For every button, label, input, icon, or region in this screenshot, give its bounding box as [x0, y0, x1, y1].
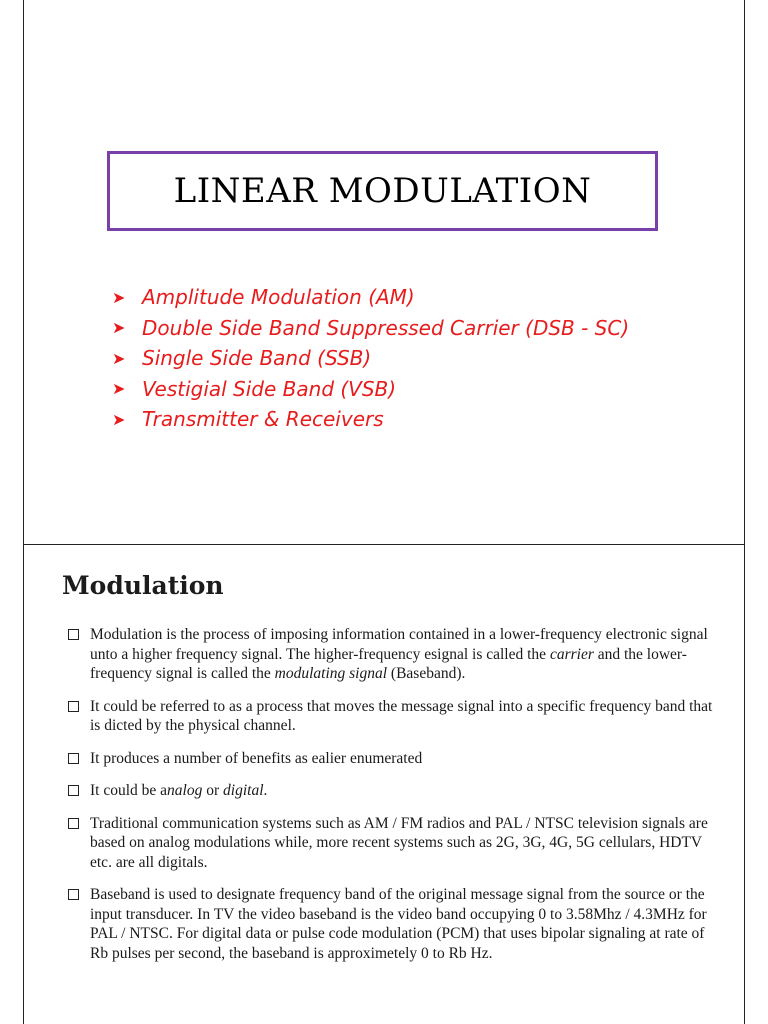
arrow-bullet-icon: ➤: [112, 287, 126, 307]
list-item: ➤ Single Side Band (SSB): [112, 346, 372, 371]
checkbox-bullet-icon: [68, 753, 79, 764]
list-item: ➤ Transmitter & Receivers: [112, 407, 384, 432]
slide-modulation: [23, 545, 745, 1024]
list-item: ➤ Double Side Band Suppressed Carrier (DSB - SC): [112, 315, 630, 340]
list-item: ➤ Vestigial Side Band (VSB): [112, 376, 397, 401]
title-box: [107, 151, 658, 231]
list-item: Baseband is used to designate frequency band of the original message signal from the source or the input transducer. In TV the video baseband is the video band occupying 0 to 3.58Mhz / 4.3MHz for PAL / NTSC. For digital data or pulse code modulation (PCM) that uses bipolar signaling at rate of Rb pulses per second, the baseband is approximetely 0 to Rb Hz.: [68, 885, 713, 963]
checkbox-bullet-icon: [68, 785, 79, 796]
arrow-bullet-icon: ➤: [112, 379, 126, 399]
checkbox-bullet-icon: [68, 629, 79, 640]
list-item: Modulation is the process of imposing information contained in a lower-frequency electronic signal unto a higher frequency signal. The higher-frequency esignal is called the carrier and the lower-frequency signal is called the modulating signal (Baseband).: [68, 625, 713, 684]
slide-title: LINEAR MODULATION: [173, 171, 592, 211]
topic-list: [112, 282, 629, 435]
list-item: Traditional communication systems such as AM / FM radios and PAL / NTSC television signals are based on analog modulations while, more recent systems such as 2G, 3G, 4G, 5G cellulars, HDTV etc. are all digitals.: [68, 814, 713, 873]
arrow-bullet-icon: ➤: [112, 409, 126, 429]
section-title: Modulation: [62, 571, 224, 600]
slide-linear-modulation: [23, 0, 745, 545]
arrow-bullet-icon: ➤: [112, 348, 126, 368]
list-item: It could be referred to as a process that moves the message signal into a specific frequency band that is dicted by the physical channel.: [68, 697, 713, 736]
checkbox-bullet-icon: [68, 701, 79, 712]
list-item: It produces a number of benefits as ealier enumerated: [68, 749, 713, 769]
points-list: [68, 625, 713, 976]
list-item: ➤ Amplitude Modulation (AM): [112, 285, 415, 310]
checkbox-bullet-icon: [68, 818, 79, 829]
arrow-bullet-icon: ➤: [112, 318, 126, 338]
list-item: It could be analog or digital.: [68, 781, 713, 801]
checkbox-bullet-icon: [68, 889, 79, 900]
